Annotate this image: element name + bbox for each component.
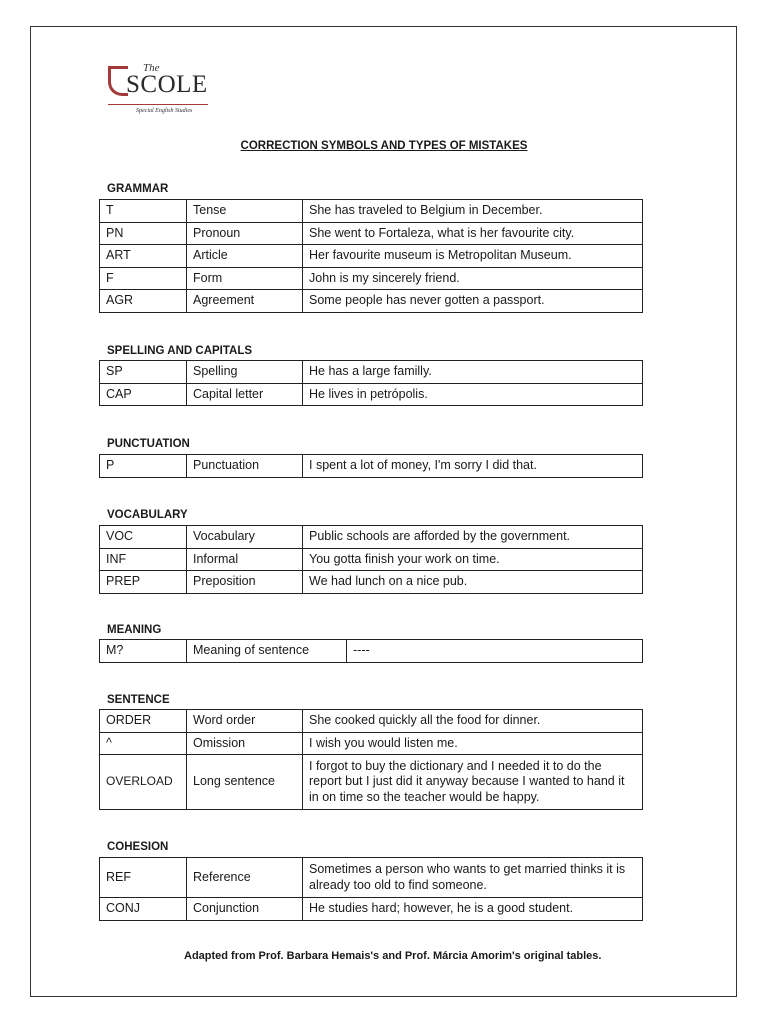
symbol-cell: CONJ (100, 898, 187, 921)
section-heading-vocabulary: VOCABULARY (107, 509, 188, 521)
table-row (100, 732, 643, 755)
example-cell: He lives in petrópolis. (303, 383, 643, 406)
table-row (100, 455, 643, 478)
section-heading-cohesion: COHESION (107, 841, 169, 853)
section-heading-sentence: SENTENCE (107, 694, 170, 706)
symbol-cell: M? (100, 640, 187, 663)
type-cell: Vocabulary (187, 526, 303, 549)
table-row (100, 526, 643, 549)
type-cell: Article (187, 245, 303, 268)
table-row (100, 383, 643, 406)
type-cell: Form (187, 267, 303, 290)
symbol-cell: P (100, 455, 187, 478)
type-cell: Long sentence (187, 755, 303, 810)
example-cell: He studies hard; however, he is a good student. (303, 898, 643, 921)
scole-logo (106, 62, 210, 118)
type-cell: Informal (187, 548, 303, 571)
symbol-cell: ART (100, 245, 187, 268)
document-title (0, 140, 768, 152)
type-cell: Punctuation (187, 455, 303, 478)
example-cell: ---- (347, 640, 643, 663)
type-cell: Spelling (187, 361, 303, 384)
table-grammar (99, 199, 643, 313)
table-spelling (99, 360, 643, 406)
source-footnote: Adapted from Prof. Barbara Hemais's and Prof. Márcia Amorim's original tables. (184, 950, 602, 962)
section-heading-meaning: MEANING (107, 624, 162, 636)
logo-emblem (108, 66, 128, 96)
symbol-cell: SP (100, 361, 187, 384)
type-cell: Preposition (187, 571, 303, 594)
example-cell: I spent a lot of money, I'm sorry I did that. (303, 455, 643, 478)
document-title-text: CORRECTION SYMBOLS AND TYPES OF MISTAKES (240, 140, 528, 152)
type-cell: Meaning of sentence (187, 640, 347, 663)
example-cell: Sometimes a person who wants to get married thinks it is already too old to find someone. (303, 858, 643, 898)
table-row (100, 571, 643, 594)
example-cell: She went to Fortaleza, what is her favourite city. (303, 222, 643, 245)
section-heading-punctuation: PUNCTUATION (107, 438, 190, 450)
table-punctuation (99, 454, 643, 478)
symbol-cell: AGR (100, 290, 187, 313)
example-cell: She cooked quickly all the food for dinner. (303, 710, 643, 733)
symbol-cell: REF (100, 858, 187, 898)
logo-tagline: Special English Studies (136, 108, 193, 114)
table-cohesion (99, 857, 643, 921)
table-row (100, 222, 643, 245)
table-row (100, 640, 643, 663)
example-cell: We had lunch on a nice pub. (303, 571, 643, 594)
table-row (100, 548, 643, 571)
table-row (100, 755, 643, 810)
symbol-cell: ORDER (100, 710, 187, 733)
type-cell: Omission (187, 732, 303, 755)
example-cell: She has traveled to Belgium in December. (303, 200, 643, 223)
type-cell: Capital letter (187, 383, 303, 406)
symbol-cell: PREP (100, 571, 187, 594)
type-cell: Tense (187, 200, 303, 223)
symbol-cell: F (100, 267, 187, 290)
symbol-cell: INF (100, 548, 187, 571)
logo-the: The (143, 62, 160, 74)
table-row (100, 710, 643, 733)
example-cell: John is my sincerely friend. (303, 267, 643, 290)
table-meaning (99, 639, 643, 663)
table-row (100, 290, 643, 313)
symbol-cell: VOC (100, 526, 187, 549)
type-cell: Agreement (187, 290, 303, 313)
table-vocabulary (99, 525, 643, 594)
type-cell: Pronoun (187, 222, 303, 245)
type-cell: Reference (187, 858, 303, 898)
example-cell: He has a large familly. (303, 361, 643, 384)
table-row (100, 267, 643, 290)
symbol-cell: T (100, 200, 187, 223)
logo-name: SCOLE (126, 71, 208, 98)
table-row (100, 245, 643, 268)
example-cell: You gotta finish your work on time. (303, 548, 643, 571)
example-cell: I forgot to buy the dictionary and I needed it to do the report but I just did it anyway because I wanted to hand it in on time so the teacher would be happy. (303, 755, 643, 810)
table-row (100, 361, 643, 384)
symbol-cell: PN (100, 222, 187, 245)
table-row (100, 200, 643, 223)
table-sentence (99, 709, 643, 810)
example-cell: Public schools are afforded by the government. (303, 526, 643, 549)
section-heading-spelling: SPELLING AND CAPITALS (107, 345, 253, 357)
symbol-cell: ^ (100, 732, 187, 755)
type-cell: Word order (187, 710, 303, 733)
example-cell: Some people has never gotten a passport. (303, 290, 643, 313)
table-row (100, 858, 643, 898)
example-cell: Her favourite museum is Metropolitan Museum. (303, 245, 643, 268)
symbol-cell: OVERLOAD (100, 755, 187, 810)
logo-divider (108, 104, 208, 105)
table-row (100, 898, 643, 921)
symbol-cell: CAP (100, 383, 187, 406)
example-cell: I wish you would listen me. (303, 732, 643, 755)
section-heading-grammar: GRAMMAR (107, 183, 169, 195)
type-cell: Conjunction (187, 898, 303, 921)
